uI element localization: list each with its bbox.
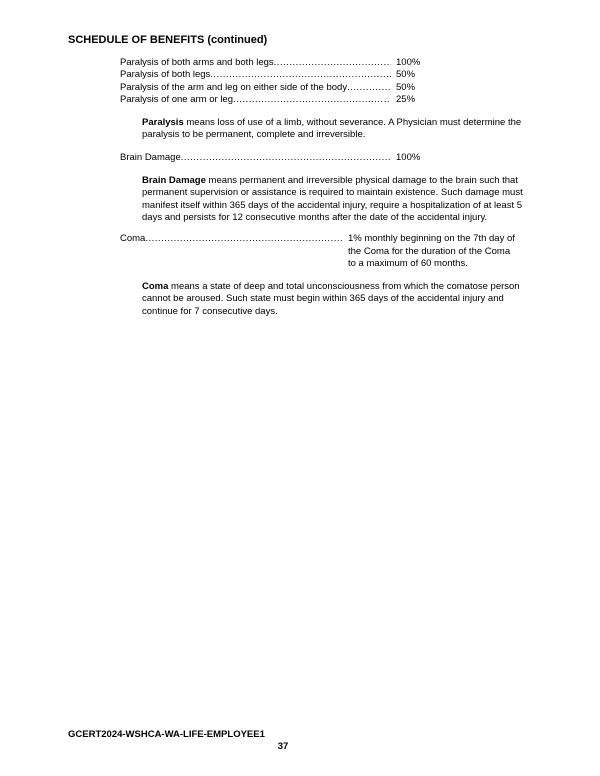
benefit-row — [120, 82, 432, 94]
benefit-row — [120, 69, 432, 81]
dot-leader — [210, 69, 391, 81]
schedule-content — [120, 57, 532, 318]
benefit-row — [120, 57, 432, 69]
page-title: SCHEDULE OF BENEFITS (continued) — [68, 34, 268, 46]
benefit-value: 50% — [396, 69, 416, 81]
benefit-label: Paralysis of both arms and both legs — [120, 57, 274, 68]
footer-page-number: 37 — [277, 741, 289, 752]
benefit-value: 25% — [396, 93, 416, 105]
brain-damage-definition — [142, 175, 527, 224]
definition-text: means a state of deep and total unconsciousness from which the comatose person cannot be aroused. Such state must begin within 365 days of the accidental injury and continue for 7 consecutive days. — [142, 281, 520, 317]
benefit-value: 100% — [396, 151, 421, 163]
footer-form-number: GCERT2024-WSHCA-WA-LIFE-EMPLOYEE1 — [68, 729, 265, 740]
paralysis-definition — [142, 117, 527, 142]
benefit-value: 50% — [396, 81, 416, 93]
dot-leader — [347, 82, 391, 94]
benefit-label: Paralysis of the arm and leg on either side of the body — [120, 81, 348, 93]
benefit-row — [120, 94, 432, 106]
coma-row — [120, 233, 520, 270]
benefit-label: Paralysis of both legs — [120, 69, 211, 81]
definition-text: means permanent and irreversible physical damage to the brain such that permanent supervision or assistance is required to maintain existence. Such damage must manifest itself within 365 days of the accidental injury, require a hospitalization of at least 5 days and persists for 12 consecutive months after the date of the accidental injury. — [142, 175, 523, 223]
benefit-label: Brain Damage — [120, 151, 181, 163]
benefit-value: 100% — [396, 57, 421, 68]
definition-text: means loss of use of a limb, without severance. A Physician must determine the paralysis to be permanent, complete and irreversible. — [142, 117, 522, 141]
brain-damage-row — [120, 152, 432, 164]
benefit-label: Coma — [120, 233, 146, 245]
definition-term: Brain Damage — [142, 175, 206, 187]
benefit-label: Paralysis of one arm or leg — [120, 93, 233, 105]
dot-leader — [145, 233, 343, 245]
definition-term: Paralysis — [142, 117, 184, 129]
definition-term: Coma — [142, 281, 169, 293]
coma-value: 1% monthly beginning on the 7th day of the Coma for the duration of the Coma to a maximum of 60 months. — [348, 233, 515, 269]
dot-leader — [233, 94, 391, 106]
coma-definition — [142, 281, 527, 318]
dot-leader — [181, 152, 391, 164]
dot-leader — [274, 57, 391, 69]
